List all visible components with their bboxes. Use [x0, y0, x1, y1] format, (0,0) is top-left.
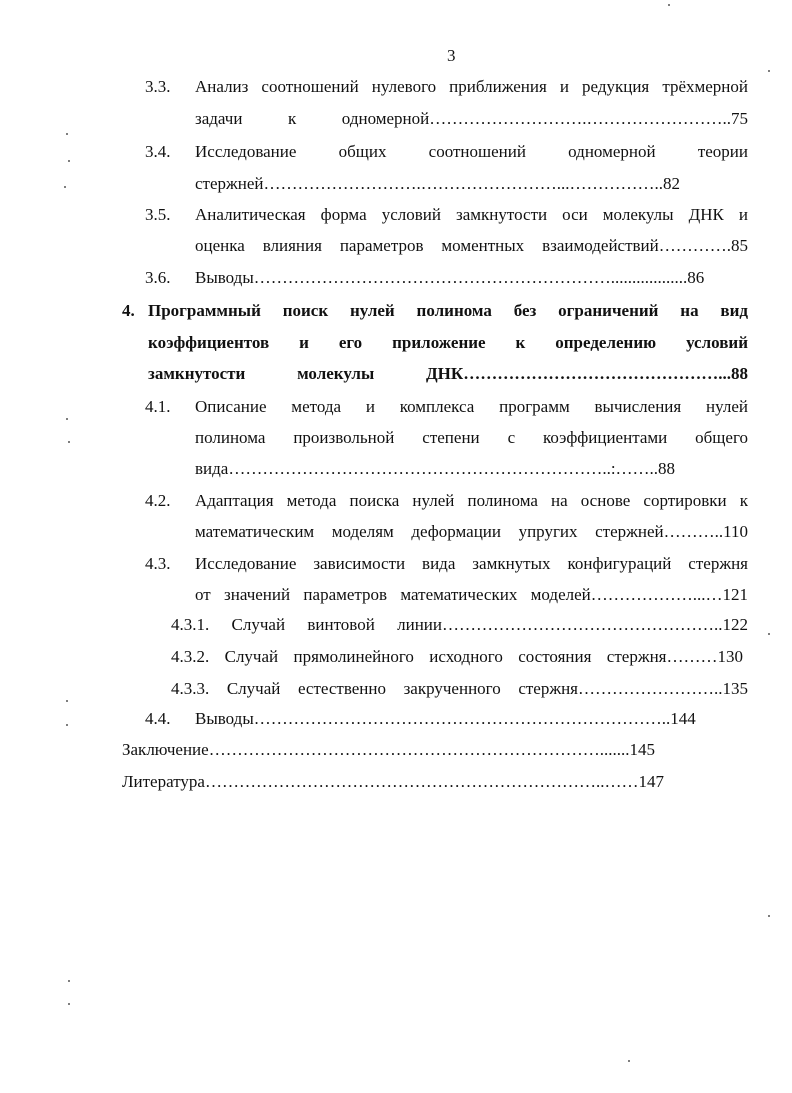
toc-number: 3.5.: [145, 205, 171, 224]
scan-speck: [66, 418, 68, 420]
scan-speck: [68, 441, 70, 443]
toc-entry-line: Анализ соотношений нулевого приближения и редукция трёхмерной: [195, 77, 748, 96]
page-number: 3: [447, 46, 456, 65]
scan-speck: [68, 160, 70, 162]
toc-number: 3.3.: [145, 77, 171, 96]
toc-number: 4.4.: [145, 709, 171, 728]
toc-entry-line: Выводы………………………………………………………..................86: [195, 268, 705, 287]
toc-entry-line: Исследование общих соотношений одномерной теории: [195, 142, 748, 161]
toc-number: 3.6.: [145, 268, 171, 287]
toc-subentry-line: 4.3.2. Случай прямолинейного исходного состояния стержня………130: [171, 647, 743, 666]
toc-entry-line: стержней……………………….……………………...……………..82: [195, 174, 681, 193]
scan-speck: [668, 4, 670, 6]
toc-number: 4.3.: [145, 554, 171, 573]
toc-entry-line: полинома произвольной степени с коэффициентами общего: [195, 428, 748, 447]
toc-entry-line: математическим моделям деформации упругих стержней………..110: [195, 522, 748, 541]
toc-entry-line: Адаптация метода поиска нулей полинома на основе сортировки к: [195, 491, 748, 510]
toc-number: 3.4.: [145, 142, 171, 161]
toc-number: 4.2.: [145, 491, 171, 510]
toc-entry-line: Аналитическая форма условий замкнутости оси молекулы ДНК и: [195, 205, 748, 224]
toc-subentry-line: 4.3.3. Случай естественно закрученного стержня……………………..135: [171, 679, 748, 698]
toc-chapter-line: коэффициентов и его приложение к определению условий: [148, 333, 748, 352]
toc-subentry-line: 4.3.1. Случай винтовой линии…………………………………………..122: [171, 615, 748, 634]
scan-speck: [66, 724, 68, 726]
toc-conclusion-line: Заключение…………………………………………………………….......145: [122, 740, 655, 759]
scan-speck: [68, 1003, 70, 1005]
scan-speck: [628, 1060, 630, 1062]
toc-entry-line: оценка влияния параметров моментных взаимодействий………….85: [195, 236, 748, 255]
toc-chapter-line: замкнутости молекулы ДНК………………………………………...88: [148, 364, 748, 383]
toc-references-line: Литература……………………………………………………………..……147: [122, 772, 664, 791]
toc-entry-line: от значений параметров математических моделей………………...…121: [195, 585, 748, 604]
toc-entry-line: задачи к одномерной……………………….……………………..75: [195, 109, 748, 128]
scan-speck: [768, 70, 770, 72]
scan-speck: [768, 633, 770, 635]
scan-speck: [768, 915, 770, 917]
scan-speck: [68, 980, 70, 982]
scan-speck: [64, 186, 66, 188]
toc-entry-line: Исследование зависимости вида замкнутых конфигураций стержня: [195, 554, 748, 573]
scan-speck: [66, 700, 68, 702]
toc-entry-line: Выводы………………………………………………………………..144: [195, 709, 696, 728]
toc-entry-line: вида…………………………………………………………..:……..88: [195, 459, 676, 478]
toc-chapter-number: 4.: [122, 301, 135, 320]
toc-number: 4.1.: [145, 397, 171, 416]
toc-entry-line: Описание метода и комплекса программ вычисления нулей: [195, 397, 748, 416]
scan-speck: [66, 133, 68, 135]
toc-chapter-line: Программный поиск нулей полинома без ограничений на вид: [148, 301, 748, 320]
